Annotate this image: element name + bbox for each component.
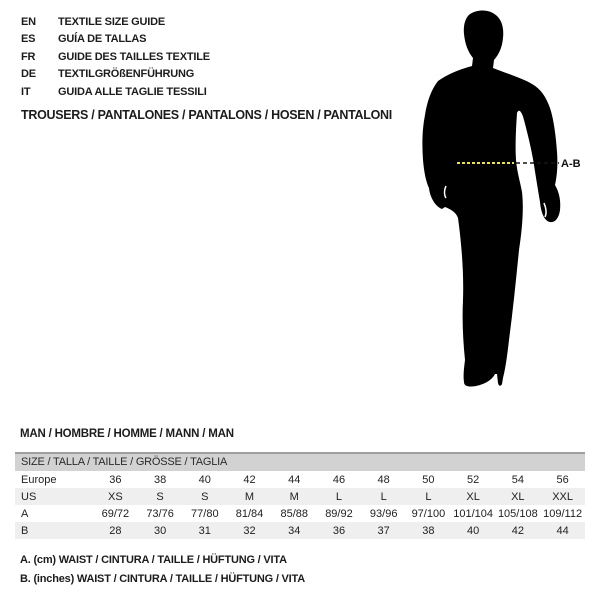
- table-cell: 54: [511, 473, 524, 486]
- row-label: B: [21, 524, 29, 537]
- language-label: GUÍA DE TALLAS: [58, 33, 147, 46]
- table-cell: 89/92: [325, 507, 353, 520]
- language-label: GUIDE DES TAILLES TEXTILE: [58, 50, 210, 63]
- table-cell: 85/88: [280, 507, 308, 520]
- row-label: Europe: [21, 473, 57, 486]
- table-row-europe: [15, 471, 585, 488]
- garment-category-title: TROUSERS / PANTALONES / PANTALONS / HOSEN / PANTALONI: [21, 108, 392, 122]
- table-cell: 30: [153, 524, 167, 537]
- language-row-it: [21, 83, 210, 101]
- table-cell: 31: [198, 524, 211, 537]
- table-cell: 52: [466, 473, 480, 486]
- size-table-header: SIZE / TALLA / TAILLE / GRÖSSE / TAGLIA: [15, 453, 585, 471]
- footnote-a: A. (cm) WAIST / CINTURA / TAILLE / HÜFTUNG / VITA: [20, 554, 287, 566]
- table-cell: 81/84: [235, 507, 264, 520]
- row-label: US: [21, 490, 37, 503]
- table-cell: M: [244, 490, 255, 503]
- table-cell: 36: [332, 524, 346, 537]
- table-cell: S: [156, 490, 164, 503]
- table-cell: 32: [243, 524, 256, 537]
- size-table-header-row: [15, 453, 585, 471]
- table-row-b-inches: [15, 522, 585, 539]
- section-title-man: MAN / HOMBRE / HOMME / MANN / MAN: [20, 428, 234, 440]
- table-cell: L: [380, 490, 387, 503]
- language-code: EN: [21, 15, 36, 28]
- table-cell: XL: [511, 490, 525, 503]
- table-cell: 28: [109, 524, 122, 537]
- table-cell: 42: [243, 473, 256, 486]
- table-cell: 46: [332, 473, 346, 486]
- language-label: TEXTILGRÖßENFÜHRUNG: [58, 68, 195, 81]
- table-cell: XL: [466, 490, 480, 503]
- language-code: IT: [21, 85, 31, 98]
- language-row-de: [21, 66, 210, 84]
- table-cell: 38: [422, 524, 435, 537]
- table-cell: 44: [288, 473, 301, 486]
- size-table: [15, 452, 585, 539]
- table-cell: 56: [556, 473, 569, 486]
- table-cell: XXL: [552, 490, 573, 503]
- table-cell: 38: [153, 473, 167, 486]
- measurement-footnotes: [20, 551, 305, 589]
- row-label: A: [21, 507, 29, 520]
- table-cell: 44: [556, 524, 569, 537]
- language-row-fr: [21, 48, 210, 66]
- language-code: DE: [21, 68, 36, 81]
- table-cell: 105/108: [497, 507, 538, 520]
- language-label: TEXTILE SIZE GUIDE: [58, 15, 166, 28]
- table-cell: 93/96: [369, 507, 398, 520]
- table-row-us: [15, 488, 585, 505]
- table-cell: 48: [377, 473, 390, 486]
- table-cell: 69/72: [101, 507, 130, 520]
- man-silhouette: [422, 10, 560, 386]
- table-cell: 97/100: [411, 507, 446, 520]
- table-cell: S: [201, 490, 209, 503]
- table-cell: 77/80: [191, 507, 219, 520]
- table-cell: 40: [466, 524, 480, 537]
- man-silhouette-figure: [400, 0, 600, 400]
- language-legend: [21, 13, 210, 101]
- table-cell: L: [335, 490, 343, 503]
- footnote-b: B. (inches) WAIST / CINTURA / TAILLE / HÜFTUNG / VITA: [20, 573, 305, 585]
- table-cell: 73/76: [146, 507, 174, 520]
- measure-label: A-B: [561, 158, 581, 170]
- language-label: GUIDA ALLE TAGLIE TESSILI: [58, 85, 207, 98]
- table-cell: 50: [422, 473, 435, 486]
- language-row-es: [21, 31, 210, 49]
- table-cell: 101/104: [453, 507, 493, 520]
- table-cell: 109/112: [543, 507, 583, 520]
- table-cell: 36: [109, 473, 122, 486]
- table-row-a-cm: [15, 505, 585, 522]
- table-cell: L: [425, 490, 432, 503]
- table-cell: XS: [108, 490, 123, 503]
- table-cell: M: [289, 490, 299, 503]
- table-cell: 42: [511, 524, 524, 537]
- language-code: ES: [21, 33, 36, 46]
- table-cell: 40: [198, 473, 211, 486]
- table-cell: 34: [288, 524, 301, 537]
- language-code: FR: [21, 50, 36, 63]
- table-cell: 37: [377, 524, 390, 537]
- language-row-en: [21, 13, 210, 31]
